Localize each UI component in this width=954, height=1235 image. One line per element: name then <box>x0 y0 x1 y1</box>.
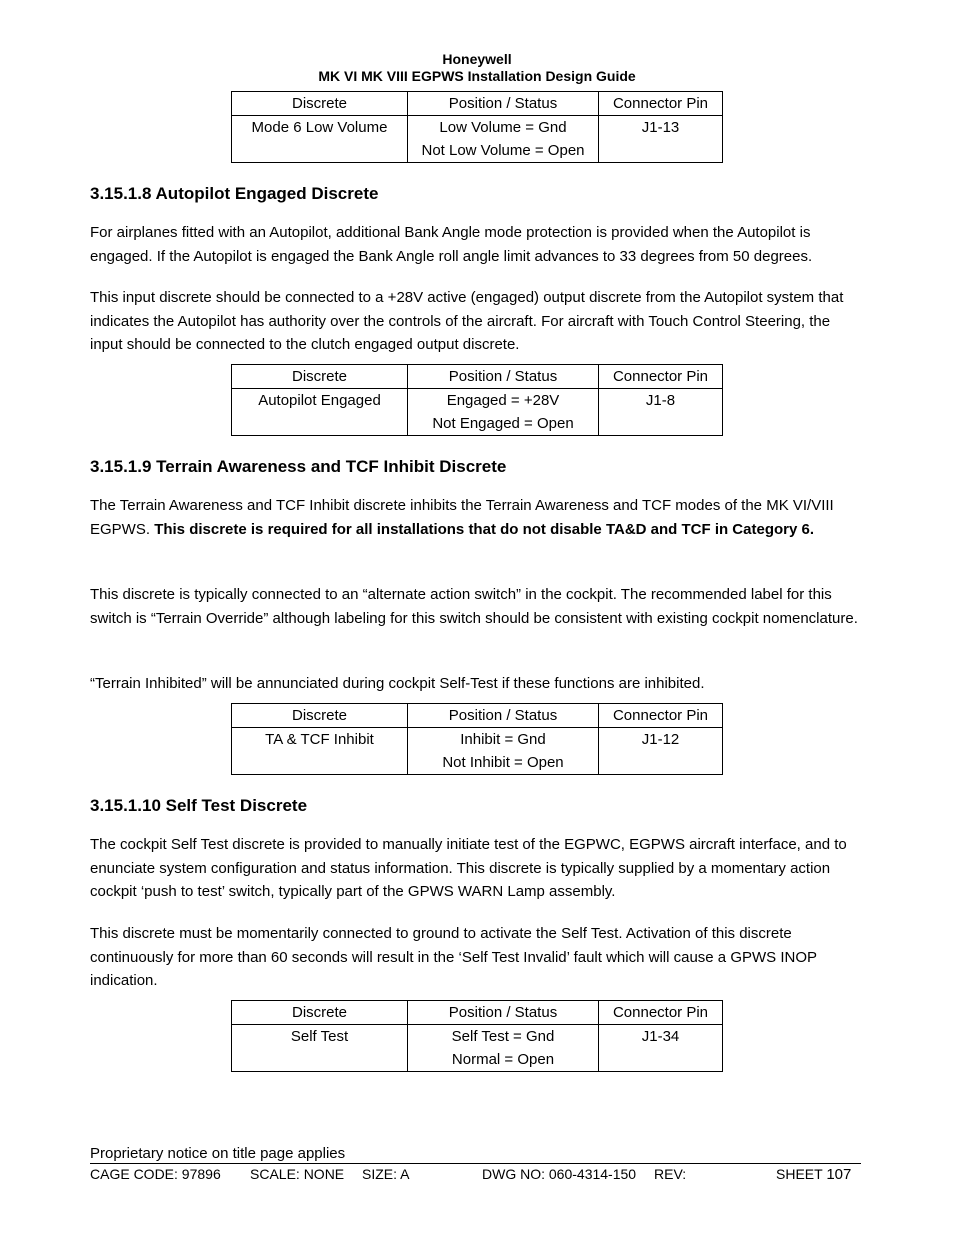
paragraph: This input discrete should be connected to a +28V active (engaged) output discrete from the Autopilot system that indicates the Autopilot has authority over the controls of the aircraft. For aircraft with Touch Control Steering, the input should be connected to the clutch engaged output discrete. <box>90 289 844 353</box>
section-heading-autopilot: 3.15.1.8 Autopilot Engaged Discrete <box>90 184 379 203</box>
header-discrete: Discrete <box>232 92 408 116</box>
scale: SCALE: NONE <box>250 1166 345 1182</box>
discrete-name: Autopilot Engaged <box>232 389 408 436</box>
discrete-table-terrain-inhibit <box>231 703 723 775</box>
connector-pin: J1-13 <box>599 116 723 163</box>
header-connector-pin: Connector Pin <box>599 1001 723 1025</box>
position-status: Self Test = Gnd Normal = Open <box>408 1025 599 1072</box>
paragraph: For airplanes fitted with an Autopilot, additional Bank Angle mode protection is provided when the Autopilot is engaged. If the Autopilot is engaged the Bank Angle roll angle limit advances to 33 degrees from 50 degrees. <box>90 224 813 265</box>
discrete-table-mode6 <box>231 91 723 163</box>
document-title: MK VI MK VIII EGPWS Installation Design Guide <box>318 68 636 84</box>
paragraph: The Terrain Awareness and TCF Inhibit discrete inhibits the Terrain Awareness and TCF modes of the MK VI/VIII EGPWS. This discrete is required for all installations that do not disable TA&D and TCF in Category 6. <box>90 497 834 538</box>
paragraph: The cockpit Self Test discrete is provided to manually initiate test of the EGPWC, EGPWS aircraft interface, and to enunciate system configuration and status information. This discrete is typically supplied by a momentary action cockpit ‘push to test’ switch, typically part of the GPWS WARN Lamp assembly. <box>90 836 847 900</box>
document-company: Honeywell <box>442 51 512 67</box>
footer-divider <box>90 1163 861 1164</box>
sheet-label: SHEET <box>776 1166 823 1182</box>
paragraph: “Terrain Inhibited” will be annunciated during cockpit Self-Test if these functions are inhibited. <box>90 675 705 692</box>
discrete-name: Mode 6 Low Volume <box>232 116 408 163</box>
discrete-table-self-test <box>231 1000 723 1072</box>
paragraph: This discrete must be momentarily connected to ground to activate the Self Test. Activation of this discrete continuously for more than 60 seconds will result in the ‘Self Test Invalid’ fault which will cause a GPWS INOP indication. <box>90 925 817 989</box>
discrete-name: Self Test <box>232 1025 408 1072</box>
header-connector-pin: Connector Pin <box>599 365 723 389</box>
connector-pin: J1-8 <box>599 389 723 436</box>
section-heading-terrain: 3.15.1.9 Terrain Awareness and TCF Inhibit Discrete <box>90 457 507 476</box>
header-connector-pin: Connector Pin <box>599 704 723 728</box>
header-discrete: Discrete <box>232 365 408 389</box>
sheet <box>776 1166 851 1183</box>
header-position-status: Position / Status <box>408 92 599 116</box>
discrete-name: TA & TCF Inhibit <box>232 728 408 775</box>
header-discrete: Discrete <box>232 1001 408 1025</box>
header-connector-pin: Connector Pin <box>599 92 723 116</box>
proprietary-notice: Proprietary notice on title page applies <box>90 1145 346 1162</box>
position-status: Inhibit = Gnd Not Inhibit = Open <box>408 728 599 775</box>
section-heading-self-test: 3.15.1.10 Self Test Discrete <box>90 796 308 815</box>
header-position-status: Position / Status <box>408 365 599 389</box>
connector-pin: J1-12 <box>599 728 723 775</box>
header-position-status: Position / Status <box>408 1001 599 1025</box>
drawing-number: DWG NO: 060-4314-150 <box>482 1166 637 1182</box>
connector-pin: J1-34 <box>599 1025 723 1072</box>
cage-code: CAGE CODE: 97896 <box>90 1166 221 1182</box>
header-position-status: Position / Status <box>408 704 599 728</box>
revision: REV: <box>654 1166 687 1182</box>
header-discrete: Discrete <box>232 704 408 728</box>
paragraph: This discrete is typically connected to an “alternate action switch” in the cockpit. The recommended label for this switch is “Terrain Override” although labeling for this switch should be consistent with existing cockpit nomenclature. <box>90 586 858 627</box>
position-status: Engaged = +28V Not Engaged = Open <box>408 389 599 436</box>
size: SIZE: A <box>362 1166 410 1182</box>
bold-requirement: This discrete is required for all installations that do not disable TA&D and TCF in Category 6. <box>154 520 815 538</box>
sheet-number: 107 <box>826 1166 852 1183</box>
position-status: Low Volume = Gnd Not Low Volume = Open <box>408 116 599 163</box>
discrete-table-autopilot <box>231 364 723 436</box>
